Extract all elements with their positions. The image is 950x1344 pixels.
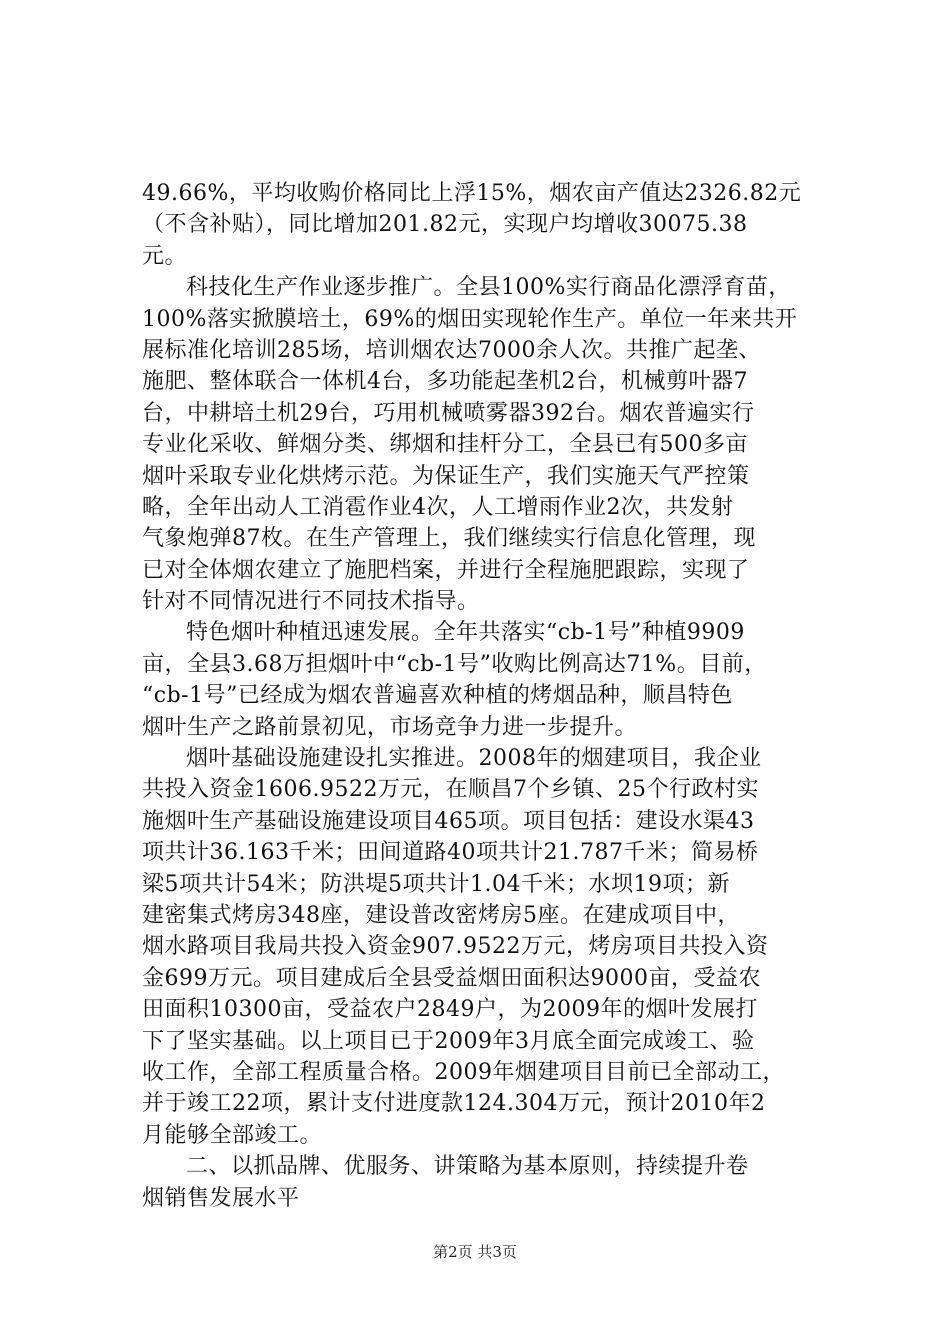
text-line: 科技化生产作业逐步推广。全县100%实行商品化漂浮育苗， (186, 275, 791, 301)
text-line: 烟销售发展水平 (142, 1185, 300, 1211)
text-line: 二、以抓品牌、优服务、讲策略为基本原则，持续提升卷 (186, 1154, 749, 1180)
text-line: 金699万元。项目建成后全县受益烟田面积达9000亩，受益农 (142, 965, 761, 991)
text-line: 田面积10300亩，受益农户2849户，为2009年的烟叶发展打 (142, 997, 758, 1023)
text-line: 100%落实掀膜培土，69%的烟田实现轮作生产。单位一年来共开 (142, 306, 798, 332)
text-line: 已对全体烟农建立了施肥档案，并进行全程施肥跟踪，实现了 (142, 557, 750, 583)
text-line: 施烟叶生产基础设施建设项目465项。项目包括：建设水渠43 (142, 808, 755, 834)
text-line: 项共计36.163千米；田间道路40项共计21.787千米；简易桥 (142, 840, 759, 866)
text-line: 下了坚实基础。以上项目已于2009年3月底全面完成竣工、验 (142, 1028, 755, 1054)
text-line: 气象炮弹87枚。在生产管理上，我们继续实行信息化管理，现 (142, 526, 756, 552)
text-line: 月能够全部竣工。 (142, 1122, 323, 1148)
text-line: 烟叶生产之路前景初见，市场竞争力进一步提升。 (142, 714, 638, 740)
text-line: 49.66%，平均收购价格同比上浮15%，烟农亩产值达2326.82元 (142, 181, 802, 206)
text-line: 烟叶采取专业化烘烤示范。为保证生产，我们实施天气严控策 (142, 463, 750, 489)
page-number-footer: 第2页 共3页 (433, 1243, 517, 1261)
text-line: 共投入资金1606.9522万元，在顺昌7个乡镇、25个行政村实 (142, 777, 759, 803)
text-line: 烟水路项目我局共投入资金907.9522万元，烤房项目共投入资 (142, 934, 769, 960)
text-line: 梁5项共计54米；防洪堤5项共计1.04千米；水坝19项；新 (142, 871, 730, 897)
text-line: 收工作，全部工程质量合格。2009年烟建项目目前已全部动工， (142, 1059, 785, 1085)
text-line: 特色烟叶种植迅速发展。全年共落实“cb-1号”种植9909 (186, 620, 745, 646)
text-line: 专业化采收、鲜烟分类、绑烟和挂杆分工，全县已有500多亩 (142, 432, 748, 458)
text-line: 建密集式烤房348座，建设普改密烤房5座。在建成项目中， (142, 902, 740, 928)
text-line: 展标准化培训285场，培训烟农达7000余人次。共推广起垄、 (142, 337, 761, 363)
text-line: 施肥、整体联合一体机4台，多功能起垄机2台，机械剪叶器7 (142, 369, 748, 395)
document-body (142, 178, 832, 1214)
text-line: 针对不同情况进行不同技术指导。 (142, 589, 480, 615)
text-line: 并于竣工22项，累计支付进度款124.304万元，预计2010年2 (142, 1091, 766, 1117)
text-line: 元。 (142, 243, 188, 269)
text-line: （不含补贴），同比增加201.82元，实现户均增收30075.38 (142, 212, 748, 238)
text-line: 台，中耕培土机29台，巧用机械喷雾器392台。烟农普遍实行 (142, 400, 755, 426)
text-line: 略，全年出动人工消雹作业4次，人工增雨作业2次，共发射 (142, 494, 734, 520)
text-line: 烟叶基础设施建设扎实推进。2008年的烟建项目，我企业 (186, 746, 762, 772)
text-line: “cb-1号”已经成为烟农普遍喜欢种植的烤烟品种，顺昌特色 (142, 683, 733, 709)
text-line: 亩，全县3.68万担烟叶中“cb-1号”收购比例高达71%。目前， (142, 651, 767, 677)
